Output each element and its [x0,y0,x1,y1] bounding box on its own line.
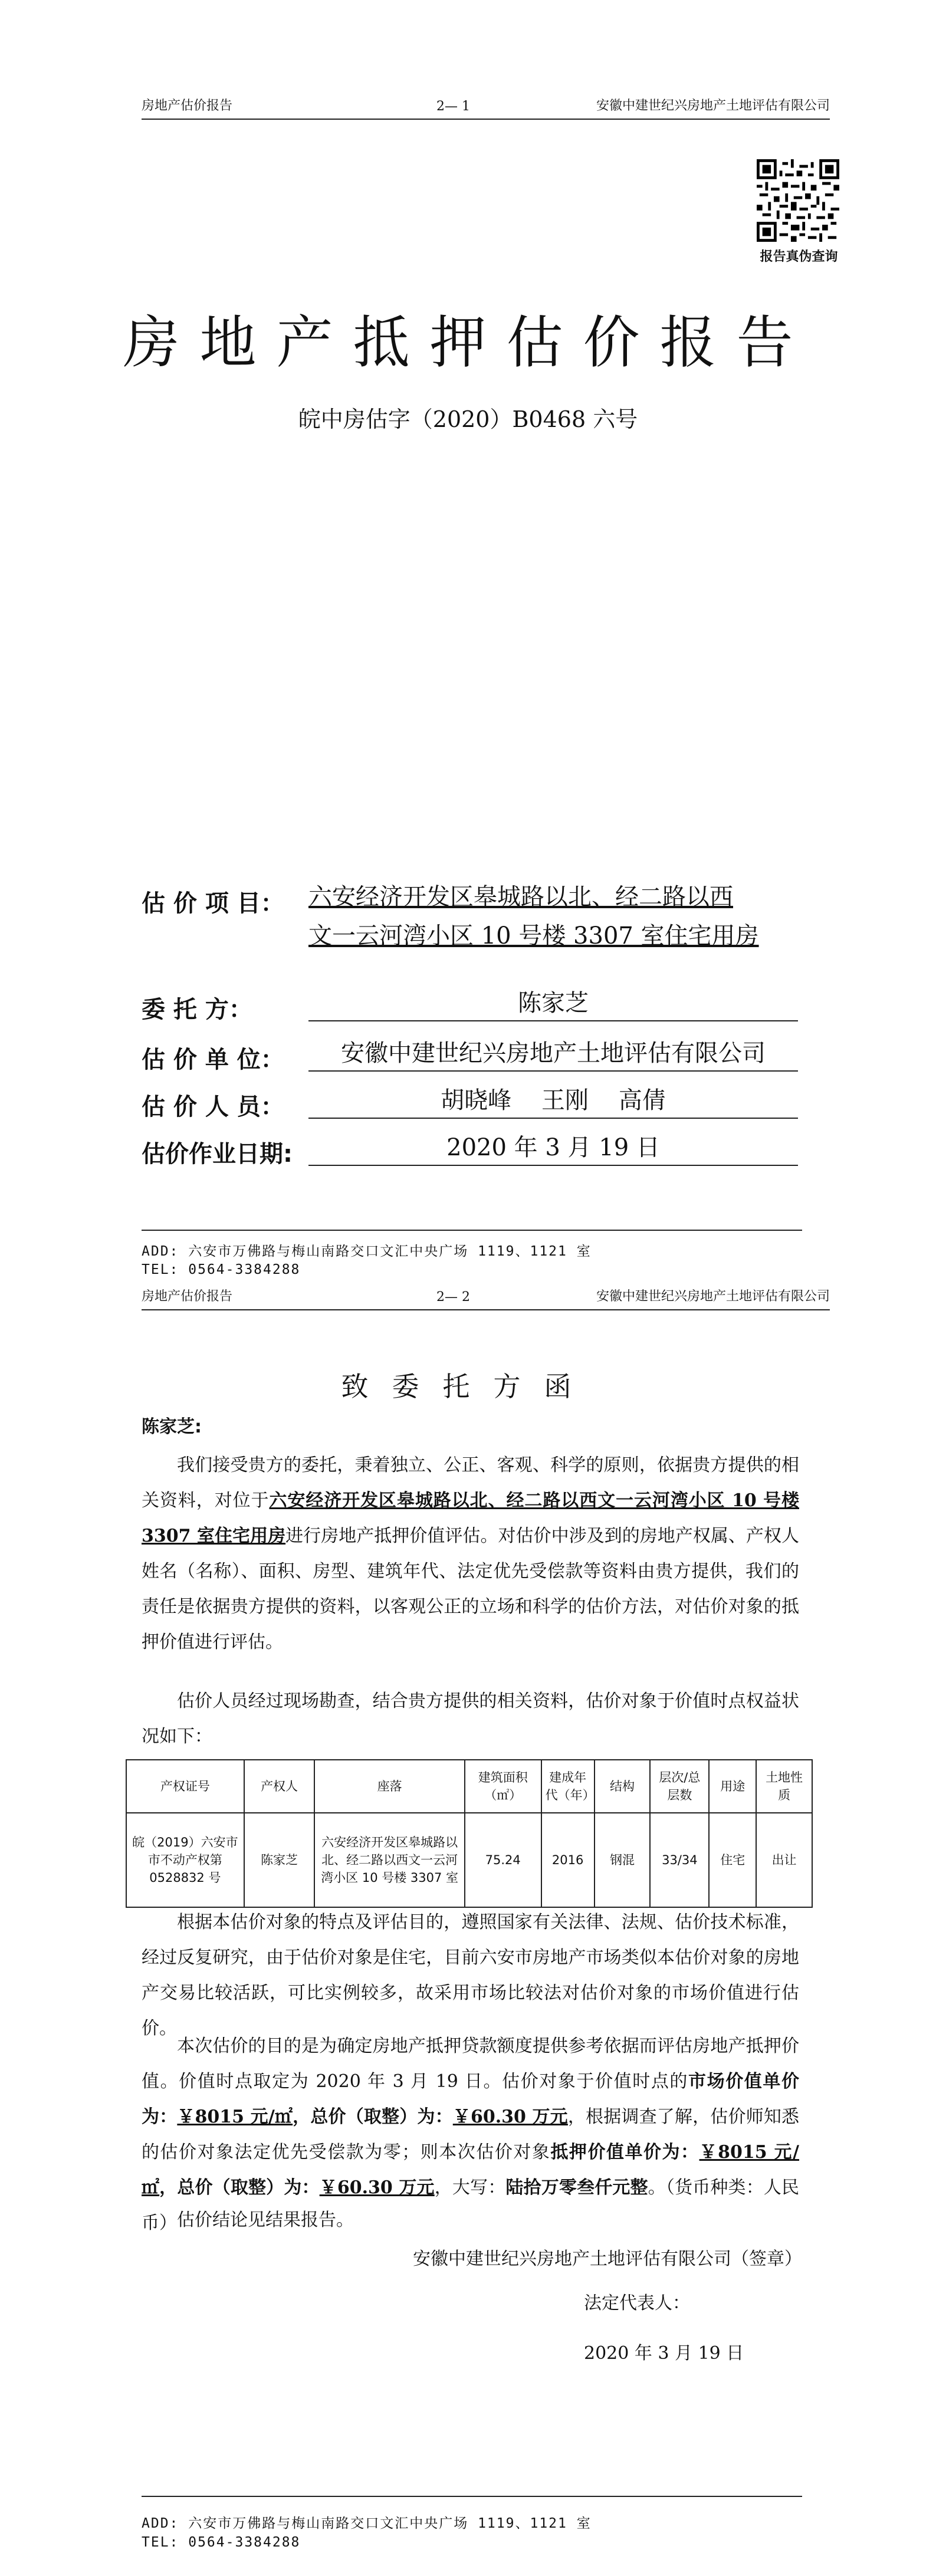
field-value: 胡晓峰 王刚 高倩 [308,1083,798,1119]
p4-mortgage-total-price: ￥60.30 万元 [319,2177,435,2198]
letter-salutation: 陈家芝: [142,1417,202,1437]
property-rights-table [126,1759,813,1908]
footer-rule [142,2496,802,2497]
p4-market-unit-label: 市场价值单价为： [142,2071,799,2127]
field-label: 估 价 人 员： [142,1093,284,1121]
field-project [142,885,802,961]
letter-paragraph-1 [142,1448,799,1660]
field-value: 2020 年 3 月 19 日 [308,1131,798,1166]
footer-rule [142,1230,802,1231]
footer-tel: TEL: 0564-3384288 [142,1262,301,1277]
field-appraiser-unit [142,1041,802,1076]
p4-text: 。（货币种类：人民币） [142,2177,800,2233]
header-company: 安徽中建世纪兴房地产土地评估有限公司 [596,98,830,113]
footer-address: ADD: 六安市万佛路与梅山南路交口文汇中央广场 1119、1121 室 [142,2516,592,2531]
table-cell: 钢混 [595,1813,651,1907]
table-cell: 六安经济开发区皋城路以北、经二路以西文一云河湾小区 10 号楼 3307 室 [314,1813,464,1907]
table-cell: 2016 [541,1813,595,1907]
table-cell: 住宅 [709,1813,756,1907]
table-header-cell: 土地性质 [756,1760,812,1813]
report-title: 房地产抵押估价报告 [123,310,813,376]
qr-caption: 报告真伪查询 [760,249,838,264]
table-header-cell: 建成年代（年） [541,1760,595,1813]
footer-tel: TEL: 0564-3384288 [142,2535,301,2550]
p1-body: 进行房地产抵押价值评估。对估价中涉及到的房地产权属、产权人姓名（名称）、面积、房型、建筑年代、法定优先受偿款等资料由贵方提供，我们的责任是依据贵方提供的资料，以客观公正的立场和科学的估价方法，对估价对象的抵押价值进行评估。 [142,1526,799,1652]
field-appraisers [142,1088,802,1123]
p4-market-total-label: ，总价（取整）为： [293,2107,453,2127]
footer-address: ADD: 六安市万佛路与梅山南路交口文汇中央广场 1119、1121 室 [142,1244,592,1259]
p4-text: 本次估价的目的是为确定房地产抵押贷款额度提供参考依据而评估房地产抵押价值。价值时点取定为 2020 年 3 月 19 日。估价对象于价值时点的 [142,2036,799,2092]
field-label: 委 托 方： [142,996,252,1023]
p4-market-unit-price: ￥8015 元/㎡ [177,2107,293,2127]
p4-amount-in-words: 陆拾万零叁仟元整 [505,2177,648,2198]
p4-mortgage-total-label: ，总价（取整）为： [159,2177,320,2198]
table-row [126,1813,812,1907]
p4-text: ，大写： [434,2177,506,2198]
header-page-number: 2— 1 [436,99,470,114]
p1-property-address: 六安经济开发区皋城路以北、经二路以西文一云河湾小区 10 号楼 3307 室住宅用房 [142,1490,800,1546]
header-left-text: 房地产估价报告 [142,1289,233,1304]
letter-paragraph-3: 根据本估价对象的特点及评估目的，遵照国家有关法律、法规、估价技术标准，经过反复研究，由于估价对象是住宅，目前六安市房地产市场类似本估价对象的房地产交易比较活跃，可比实例较多，故采用市场比较法对估价对象的市场价值进行估价。 [142,1912,799,2039]
page-footer [142,1230,802,1286]
table-header-cell: 层次/总层数 [650,1760,709,1813]
letter-paragraph-5: 估价结论见结果报告。 [177,2210,354,2230]
page-header [142,1282,830,1310]
table-header-cell: 建筑面积（㎡） [465,1760,541,1813]
field-label: 估 价 项 目： [142,890,284,917]
document-number: 皖中房估字（2020）B0468 六号 [298,406,638,432]
field-work-date [142,1135,802,1171]
p1-intro: 我们接受贵方的委托，秉着独立、公正、客观、科学的原则，依据贵方提供的相关资料，对位于 [142,1455,799,1511]
table-header-cell: 结构 [595,1760,651,1813]
letter-paragraph-2: 估价人员经过现场勘查，结合贵方提供的相关资料，估价对象于价值时点权益状况如下： [142,1691,799,1747]
header-left-text: 房地产估价报告 [142,98,233,113]
p4-text: ，根据调查了解，估价师知悉的估价对象法定优先受偿款为零；则本次估价对象 [142,2107,800,2163]
field-value: 安徽中建世纪兴房地产土地评估有限公司 [308,1036,798,1072]
p4-market-total-price: ￥60.30 万元 [452,2107,568,2127]
field-label: 估 价 单 位： [142,1046,284,1073]
p4-mortgage-unit-label: 抵押价值单价为： [550,2142,699,2163]
table-cell: 陈家芝 [244,1813,315,1907]
table-cell: 33/34 [650,1813,709,1907]
signature-company: 安徽中建世纪兴房地产土地评估有限公司（签章） [413,2249,802,2269]
header-company: 安徽中建世纪兴房地产土地评估有限公司 [596,1289,830,1304]
p4-mortgage-unit-price: ￥8015 元/㎡ [142,2142,800,2198]
field-value-line1: 六安经济开发区皋城路以北、经二路以西 [308,883,733,911]
table-cell: 皖（2019）六安市市不动产权第 0528832 号 [126,1813,244,1907]
table-header-cell: 座落 [314,1760,464,1813]
field-client [142,991,802,1026]
qr-code-icon[interactable] [757,159,839,242]
field-label: 估价作业日期: [142,1141,293,1168]
signature-date: 2020 年 3 月 19 日 [584,2343,744,2364]
signature-representative: 法定代表人： [584,2293,690,2314]
table-header-cell: 产权人 [244,1760,315,1813]
table-header-cell: 用途 [709,1760,756,1813]
table-header-cell: 产权证号 [126,1760,244,1813]
header-page-number: 2— 2 [436,1290,470,1305]
table-cell: 出让 [756,1813,812,1907]
page-header [142,91,830,120]
field-value-line2: 文一云河湾小区 10 号楼 3307 室住宅用房 [308,922,759,949]
table-cell: 75.24 [465,1813,541,1907]
field-value: 陈家芝 [308,986,798,1021]
page-footer [142,2496,802,2555]
table-header-row [126,1760,812,1813]
letter-title: 致委托方函 [341,1371,595,1402]
